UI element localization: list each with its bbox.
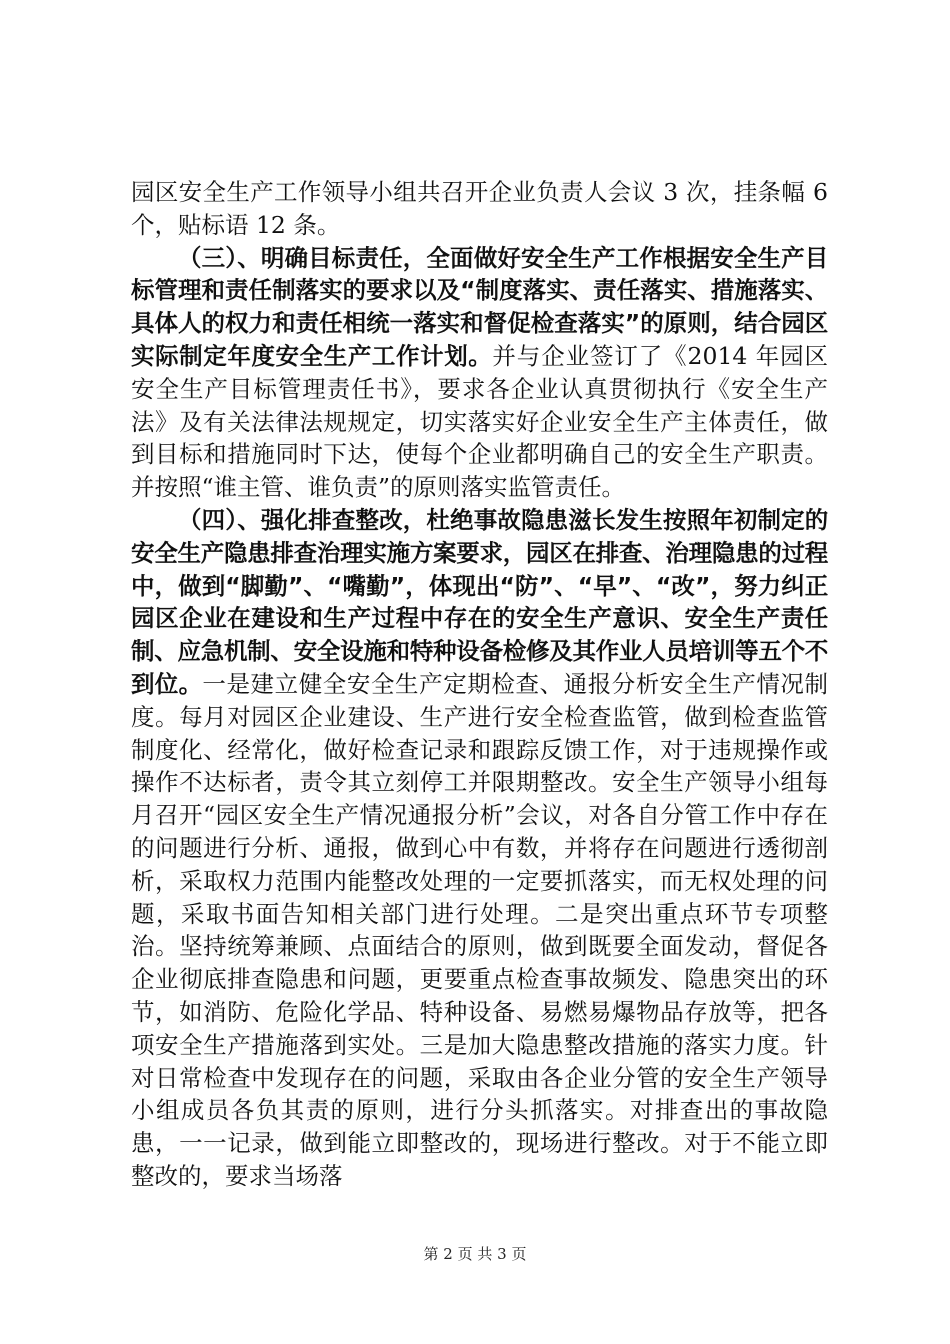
- page-number-footer: 第 2 页 共 3 页: [423, 1245, 527, 1263]
- section-4-body: 一是建立健全安全生产定期检查、通报分析安全生产情况制度。每月对园区企业建设、生产进行安全检查监管，做到检查监管制度化、经常化，做好检查记录和跟踪反馈工作，对于违规操作或操作不达标者，责令其立刻停工并限期整改。安全生产领导小组每月召开“园区安全生产情况通报分析”会议，对各自分管工作中存在的问题进行分析、通报，做到心中有数，并将存在问题进行透彻剖析，采取权力范围内能整改处理的一定要抓落实，而无权处理的问题，采取书面告知相关部门进行处理。二是突出重点环节专项整治。坚持统筹兼顾、点面结合的原则，做到既要全面发动，督促各企业彻底排查隐患和问题，更要重点检查事故频发、隐患突出的环节，如消防、危险化学品、特种设备、易燃易爆物品存放等，把各项安全生产措施落到实处。三是加大隐患整改措施的落实力度。针对日常检查中发现存在的问题，采取由各企业分管的安全生产领导小组成员各负其责的原则，进行分头抓落实。对排查出的事故隐患，一一记录，做到能立即整改的，现场进行整改。对于不能立即整改的，要求当场落: [131, 669, 828, 1190]
- document-body: [131, 176, 828, 1193]
- paragraph-3: [131, 504, 828, 1193]
- section-4-heading: （四）、强化排查整改，杜绝事故隐患滋长发生按照年初制定的安全生产隐患排查治理实施方案要求，园区在排查、治理隐患的过程中，做到“脚勤”、“嘴勤”，体现出“防”、“早”、“改”，努力纠正园区企业在建设和生产过程中存在的安全生产意识、安全生产责任制、应急机制、安全设施和特种设备检修及其作业人员培训等五个不到位。: [131, 505, 828, 698]
- paragraph-1: 园区安全生产工作领导小组共召开企业负责人会议 3 次，挂条幅 6 个，贴标语 12 条。: [131, 178, 828, 239]
- section-3-heading: （三）、明确目标责任，全面做好安全生产工作根据安全生产目标管理和责任制落实的要求以及“制度落实、责任落实、措施落实、具体人的权力和责任相统一落实和督促检查落实”的原则，结合园区实际制定年度安全生产工作计划。: [131, 243, 828, 370]
- section-3-body: 并与企业签订了《2014 年园区安全生产目标管理责任书》，要求各企业认真贯彻执行《安全生产法》及有关法律法规规定，切实落实好企业安全生产主体责任，做到目标和措施同时下达，使每个企业都明确自己的安全生产职责。并按照“谁主管、谁负责”的原则落实监管责任。: [131, 341, 829, 502]
- paragraph-2: [131, 242, 828, 504]
